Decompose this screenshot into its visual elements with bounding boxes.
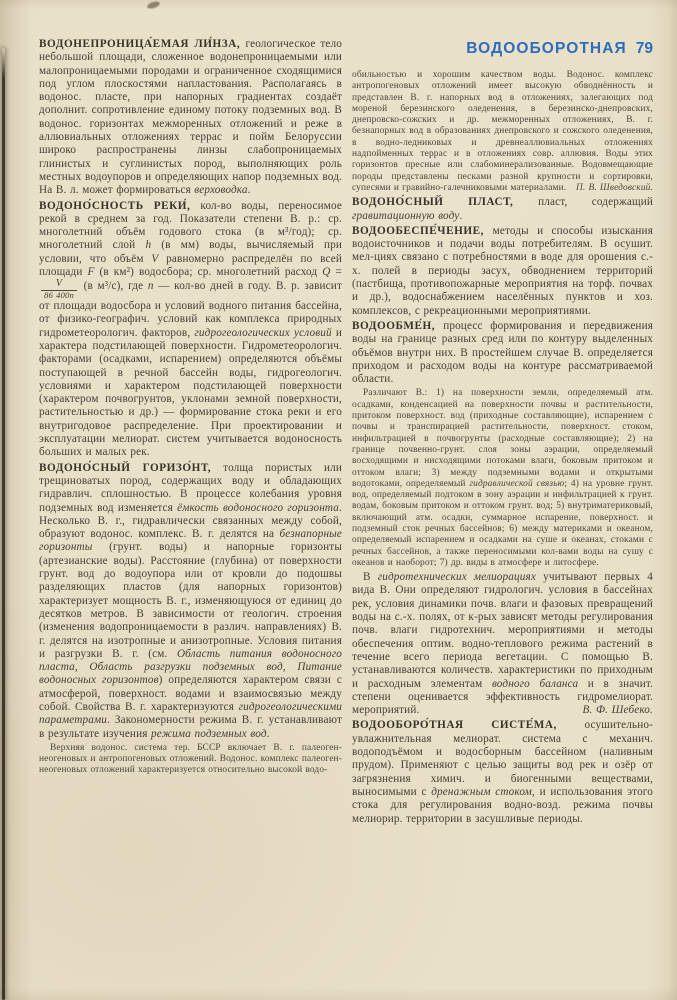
- body-text: Верхняя водонос. система тер. БССР включает В. г. палеоген-неогеновых и антропогеновых отложений. Водонос. комплекс палеоген-неогеновых отложений характеризуется относительно высокой водо-: [39, 742, 342, 776]
- body-text: =: [330, 266, 342, 279]
- entry-paragraph: [352, 719, 653, 825]
- body-text: (в мм) воды, вычисляемый при условии, что объём: [39, 239, 342, 265]
- body-text: , и использования этого стока для регулирования водно-возд. режима почвы мелиорир. территории в засушливые периоды.: [352, 785, 654, 825]
- entry-headword: ВОДОНО́СНЫЙ ГОРИЗО́НТ,: [39, 461, 224, 474]
- body-text: и характера подстилающей поверхности. Гидрометеорологич. факторами (осадками, испарением) определяются объёмы поступающей в речной бассейн воды, гидрогеологич. условиями и характером подстилающей поверхности (характером почвогрунтов, уклонами земной поверхности, растительностью и др.) — формирование стока реки и его внутригодовое распределение. При проектировании и эксплуатации мелиорат. систем учитывается водоносность больших и малых рек.: [39, 326, 342, 459]
- author-signature: П. В. Шведовский.: [575, 182, 653, 193]
- small-print-paragraph: [39, 743, 342, 777]
- body-text: . Закономерности режима В. г. устанавливают в результате изучения: [39, 714, 342, 740]
- entry-headword: ВОДООБОРО́ТНАЯ СИСТЕ́МА,: [352, 719, 585, 732]
- body-text: (грунт. воды) и напорные горизонты (артезианские воды). Расстояние (глубина) от поверхности грунт. вод до водоупора или от кровли до подошвы разделяющих пластов (для напорных горизонтов) характеризует мощность В. г., изменяющуюся от единиц до десятков метров. В зависимости от геологич. строения (изменения водопроницаемости в различ. направлениях) В. г. делятся на изотропные и анизотропные. Условия питания и разгрузки В. г. (см.: [39, 541, 342, 660]
- running-head-word: ВОДООБОРОТНАЯ: [466, 40, 627, 57]
- entry-paragraph: [39, 462, 342, 741]
- left-column: [39, 36, 342, 777]
- body-text: дренажным стоком: [431, 785, 532, 798]
- body-text: пласт, содержащий: [538, 196, 653, 209]
- page-binding-edge: [2, 48, 5, 1000]
- body-text: ; 4) на уровне грунт. вод, определяемый подтоком в зону аэрации и инфильтрацией к грунт. водам, боковым притоком и оттоком грунт. вод; 5) внутриматериковый, включающий атм. осадки, суммарное испарение, поверхност. и подземный сток речных бассейнов; 6) между материками и океаном, определяемый испарением и осадками на суше и океанах, стоками с речных бассейнов, а также переносимыми кол-вами воды на сушу с океанов и наоборот; 7) др. виды в атмосфере и литосфере.: [352, 478, 653, 568]
- body-text: h: [145, 239, 152, 252]
- right-column: [352, 68, 653, 826]
- body-text: водного баланса: [491, 677, 579, 690]
- body-text: — кол-во дней в году. В. р. зависит от площади водосбора и условий водного питания бассейна, от физико-географич. условий как комплекса природных гидрометеорологич. факторов,: [39, 280, 342, 339]
- body-text: гидротехнических мелиорациях: [377, 571, 536, 584]
- body-text: толща пористых или трещиноватых пород, содержащих воду и обладающих гидравлич. сплошностью. В процессе колебания уровня подземных вод изменяется: [39, 461, 342, 514]
- body-text: методы и способы изыскания водоисточников и подачи воды потребителям. В осушит. мел-циях связано с потребностями в воде для орошения с.-х. полей в периоды засух, обводнением территорий (пастбища, противопожарные мероприятия на торф. почвах и др.), водоснабжением населённых пунктов и хоз. комплексов, с рекреационными мероприятиями.: [352, 224, 653, 317]
- body-text: безнапорные горизонты: [39, 528, 342, 554]
- entry-headword: ВОДОНО́СНЫЙ ПЛАСТ,: [352, 196, 539, 209]
- entry-paragraph: [352, 196, 653, 223]
- body-text: процесс формирования и передвижения воды на границе разных сред или по контуру выделенных объёмов внутри них. В простейшем случае В. определяется приходом и расходом воды на контуре рассматриваемой области.: [352, 319, 654, 386]
- body-text: верховодка: [194, 184, 248, 197]
- body-text: V: [151, 252, 159, 265]
- body-text: и в значит. степени оценивается эффективность гидромелиорат. мероприятий.: [352, 677, 653, 717]
- formula-fraction: $\frac{V}{86 400n}$: [41, 279, 77, 300]
- body-text: геологическое тело небольшой площади, сложенное водонепроницаемыми или малопроницаемыми породами и ограниченное сходящимися под углом плоскостями напластования. Располагаясь в водонос. пласте, при напорных градиентах создаёт дополнит. сопротивление единому потоку подземных вод. В водонос. горизонтах межморенных отложений и реже в аллювиальных отложениях террас и пойм Белоруссии широко распространены линзы слабопроницаемых глинистых и суглинистых пород, выполняющих роль местных водоупоров и определяющих напор подземных вод. На В. л. может формироваться: [39, 38, 342, 197]
- body-text: режима подземных вод: [151, 727, 267, 740]
- author-signature: В. Ф. Шебеко.: [582, 704, 653, 717]
- ink-smudge-mark: [146, 0, 160, 10]
- entry-headword: ВОДООБМЕ́Н,: [352, 319, 444, 332]
- body-text: .: [459, 209, 463, 222]
- body-text: обильностью и хорошим качеством воды. Водонос. комплекс антропогеновых отложений имеет высокую обводнённость и представлен В. г. напорных вод в отложениях, залегающих под мореной березинского оледенения, в березинско-днепровских, днепровско-сожских и др. межморенных отложениях, В. г. безнапорных вод в образованиях днепровского и сожского оледенения, в водно-ледниковых и древнеаллювиальных отложениях надпойменных террас и в отложениях совр. аллювия. Воды этих горизонтов пресные или слабоминерализованные. Водовмещающие породы представлены песками разной крупности и сортировки, супесями и гравийно-галечниковыми материалами.: [352, 70, 653, 193]
- body-text: В: [363, 571, 378, 584]
- body-text: Область питания водоносного пласта, Область разгрузки подземных вод, Питание водоносных горизонтов: [39, 647, 342, 687]
- entry-headword: ВОДОНЕПРОНИЦА́ЕМАЯ ЛИ́НЗА,: [39, 38, 246, 50]
- body-text: гидрогеологических условий: [194, 326, 332, 339]
- body-text: ёмкость водоносного горизонта: [177, 501, 340, 514]
- body-text: гидрогеологическими параметрами: [39, 700, 342, 727]
- entry-headword: ВОДООБЕСПЕ́ЧЕНИЕ,: [352, 224, 493, 237]
- entry-paragraph: [352, 571, 653, 717]
- entry-paragraph: [39, 38, 342, 198]
- page-number: 79: [635, 40, 653, 57]
- body-text: равномерно распределён по всей площади: [39, 252, 342, 279]
- body-text: осушительно-увлажнительная мелиорат. система с механич. водоподъёмом и водосборным бассейном (наливным прудом). Применяют с целью защиты вод рек и озёр от загрязнения химич. и биогенными веществами, выносимыми с: [352, 719, 653, 798]
- small-print-paragraph: [352, 70, 653, 194]
- body-text: (в м³/с), где: [79, 280, 148, 293]
- body-text: .: [247, 184, 251, 197]
- body-text: n: [147, 280, 154, 293]
- body-text: F: [87, 266, 95, 279]
- small-print-paragraph: [352, 388, 653, 569]
- entry-paragraph: [39, 200, 342, 460]
- entry-headword: ВОДОНО́СНОСТЬ РЕКИ́,: [39, 199, 201, 212]
- body-text: .: [266, 727, 270, 740]
- body-text: кол-во воды, переносимое рекой в среднем за год. Показатели степени В. р.: ср. многолетний объём годового стока (в м³/год); ср. многолетний слой: [39, 199, 342, 252]
- body-text: гравитационную воду: [352, 209, 460, 222]
- body-text: (в км²) водосбора; ср. многолетний расход: [94, 266, 323, 279]
- body-text: . Несколько В. г., гидравлически связанных между собой, образуют водонос. комплекс. В. г. делятся на: [39, 501, 342, 541]
- body-text: Различают В.: 1) на поверхности земли, определяемый атм. осадками, конденсацией на поверхности почвы и растительности, притоком поверхност. вод (приходные составляющие), испарением с почвы и транспирацией растительности, поверхност. стоком, инфильтрацией в почвогрунты (расходные составляющие); 2) на границе почвенно-грунт. слоя зоны аэрации, определяемый восходящими и нисходящими потоками влаги, боковым притоком и оттоком влаги; 3) между подземными водами и открытыми водотоками, определяемый: [352, 388, 653, 489]
- running-head: [352, 40, 653, 58]
- body-text: Q: [322, 266, 331, 279]
- body-text: ) определяются характером связи с атмосферой, поверхност. водами и взаимосвязью между собой. Свойства В. г. характеризуются: [39, 674, 342, 713]
- entry-paragraph: [352, 225, 653, 318]
- body-text: гидравлической связью: [469, 478, 565, 489]
- body-text: учитывают первых 4 вида В. Они определяют гидрологич. условия в бассейнах рек, условия динамики почв. влаги и фазовых превращений воды на с.-х. полях, от к-рых зависят методы регулирования почв. влаги гидротехнич. мероприятиями и методы обеспечения оптим. водно-теплового режима растений в течение всего периода вегетации. С помощью В. устанавливаются количеств. характеристики по приходным и расходным элементам: [352, 571, 653, 690]
- entry-paragraph: [352, 320, 653, 386]
